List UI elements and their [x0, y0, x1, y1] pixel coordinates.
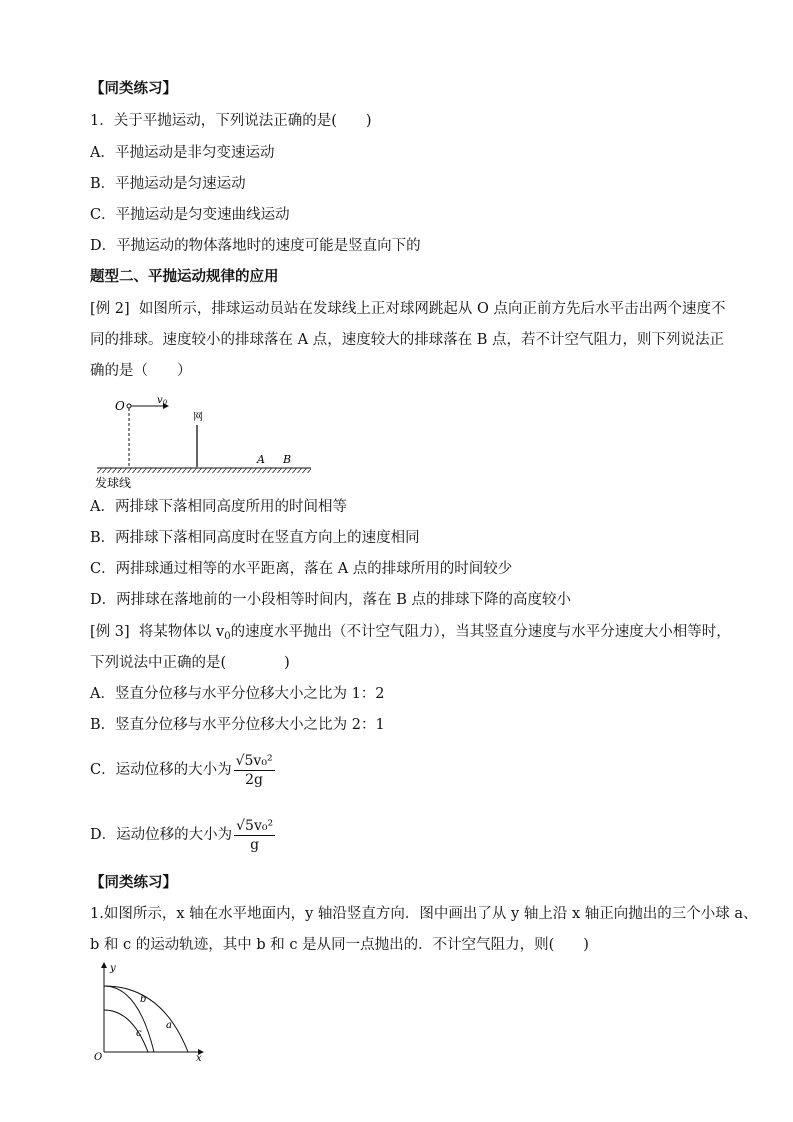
example-stem-line2: 同的排球。速度较小的排球落在 A 点，速度较大的排球落在 B 点，若不计空气阻力，则下列说法正	[90, 332, 725, 348]
point-a-label: A	[257, 453, 265, 466]
velocity-label: $v_0$	[157, 395, 168, 407]
point-o-marker	[127, 404, 131, 408]
ground-hatch	[97, 468, 311, 473]
option-a: A．竖直分位移与水平分位移大小之比为 1：2	[90, 686, 385, 702]
question-stem: 1．关于平抛运动，下列说法正确的是( )	[90, 113, 372, 129]
section-heading: 【同类练习】	[90, 875, 177, 891]
volleyball-figure	[95, 392, 315, 490]
point-o-label: O	[115, 399, 125, 413]
option-d: D．两排球在落地前的一小段相等时间内，落在 B 点的排球下降的高度较小	[90, 592, 571, 608]
option-c: C．平抛运动是匀变速曲线运动	[90, 207, 290, 223]
x-axis-label: x	[196, 1053, 202, 1064]
y-arrow-icon	[101, 962, 107, 968]
example-tag: [例 2]	[90, 301, 130, 317]
curve-c-label: c	[136, 1028, 142, 1039]
section-heading: 【同类练习】	[90, 81, 177, 97]
example-stem-line1: [例 3] 将某物体以 $v_0$的速度水平抛出（不计空气阻力），当其竖直分速度与水平分速度大小相等时，	[90, 624, 731, 642]
option-c: C．运动位移的大小为 $\frac{\text{√5v₀²}}{2g}$	[90, 752, 273, 788]
option-c: C．两排球通过相等的水平距离，落在 A 点的排球所用的时间较少	[90, 561, 513, 577]
option-b: B．平抛运动是匀速运动	[90, 176, 246, 192]
example-stem-line3: 确的是（ ）	[90, 363, 192, 379]
fraction: $\frac{\text{√5v₀²}}{2g}$	[235, 752, 273, 788]
question-stem-line2: b 和 c 的运动轨迹，其中 b 和 c 是从同一点抛出的．不计空气阻力，则( )	[90, 937, 589, 953]
y-axis-label: y	[110, 963, 116, 974]
trajectory-figure	[92, 960, 212, 1064]
option-d: D．平抛运动的物体落地时的速度可能是竖直向下的	[90, 238, 421, 254]
curve-b	[104, 986, 154, 1052]
serve-line-label: 发球线	[95, 476, 132, 490]
fraction: $\frac{\text{√5v₀²}}{g}$	[236, 817, 274, 853]
origin-label: O	[94, 1052, 103, 1063]
point-b-label: B	[283, 453, 292, 466]
net-label: 网	[193, 412, 203, 423]
option-b: B．竖直分位移与水平分位移大小之比为 2：1	[90, 717, 385, 733]
topic-title: 题型二、平抛运动规律的应用	[90, 269, 279, 285]
example-tag: [例 3]	[90, 624, 130, 640]
curve-b-label: b	[140, 994, 147, 1005]
example-stem-line1: [例 2] 如图所示，排球运动员站在发球线上正对球网跳起从 O 点向正前方先后水平击出两个速度不	[90, 301, 726, 317]
option-b: B．两排球下落相同高度时在竖直方向上的速度相同	[90, 530, 420, 546]
option-a: A．两排球下落相同高度所用的时间相等	[90, 499, 347, 515]
question-stem-line1: 1.如图所示，x 轴在水平地面内，y 轴沿竖直方向．图中画出了从 y 轴上沿 x 轴正向抛出的三个小球 a、	[90, 906, 758, 922]
curve-a-label: a	[166, 1020, 172, 1031]
option-d: D．运动位移的大小为 $\frac{\text{√5v₀²}}{g}$	[90, 817, 274, 853]
option-a: A．平抛运动是非匀变速运动	[90, 145, 275, 161]
example-stem-line2: 下列说法中正确的是( )	[90, 655, 290, 671]
